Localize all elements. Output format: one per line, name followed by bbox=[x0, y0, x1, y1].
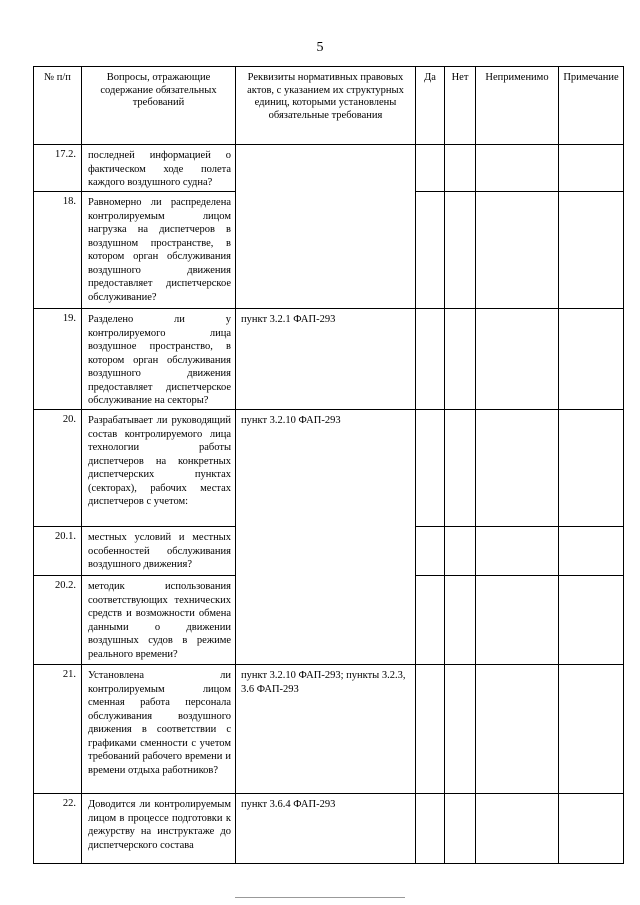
answer-no-cell[interactable] bbox=[445, 794, 476, 864]
row-question: местных условий и местных особенностей обслуживания воздушного движения? bbox=[82, 527, 236, 576]
note-cell[interactable] bbox=[559, 576, 624, 665]
table-row bbox=[34, 309, 624, 410]
row-number: 20.1. bbox=[34, 527, 82, 576]
answer-na-cell[interactable] bbox=[476, 794, 559, 864]
row-question: Разделено ли у контролируемого лица воздушное пространство, в котором орган обслуживания воздушного движения предоставляет диспетчерское обслуживание на секторы? bbox=[82, 309, 236, 410]
row-reference bbox=[236, 145, 416, 309]
row-question: последней информацией о фактическом ходе полета каждого воздушного судна? bbox=[82, 145, 236, 192]
answer-no-cell[interactable] bbox=[445, 309, 476, 410]
row-question: методик использования соответствующих технических средств и возможности обмена данными о движении воздушных судов в режиме реального времени? bbox=[82, 576, 236, 665]
answer-yes-cell[interactable] bbox=[416, 309, 445, 410]
header-requisites: Реквизиты нормативных правовых актов, с указанием их структурных единиц, которыми установлены обязательные требования bbox=[236, 67, 416, 145]
answer-na-cell[interactable] bbox=[476, 665, 559, 794]
row-number: 21. bbox=[34, 665, 82, 794]
answer-no-cell[interactable] bbox=[445, 665, 476, 794]
row-number: 20. bbox=[34, 410, 82, 527]
answer-na-cell[interactable] bbox=[476, 145, 559, 192]
row-number: 19. bbox=[34, 309, 82, 410]
answer-na-cell[interactable] bbox=[476, 576, 559, 665]
row-reference: пункт 3.2.10 ФАП-293; пункты 3.2.3, 3.6 ФАП-293 bbox=[236, 665, 416, 794]
answer-no-cell[interactable] bbox=[445, 410, 476, 527]
page-bottom-rule bbox=[235, 897, 405, 898]
answer-yes-cell[interactable] bbox=[416, 192, 445, 309]
row-reference: пункт 3.2.10 ФАП-293 bbox=[236, 410, 416, 665]
note-cell[interactable] bbox=[559, 794, 624, 864]
note-cell[interactable] bbox=[559, 665, 624, 794]
table-header-row bbox=[34, 67, 624, 145]
answer-no-cell[interactable] bbox=[445, 145, 476, 192]
row-question: Установлена ли контролируемым лицом сменная работа персонала обслуживания воздушного движения в соответствии с графиками сменности с учетом требований рабочего времени и времени отдыха работников? bbox=[82, 665, 236, 794]
table-row bbox=[34, 794, 624, 864]
row-number: 22. bbox=[34, 794, 82, 864]
table-row bbox=[34, 410, 624, 527]
answer-na-cell[interactable] bbox=[476, 192, 559, 309]
answer-yes-cell[interactable] bbox=[416, 410, 445, 527]
answer-yes-cell[interactable] bbox=[416, 665, 445, 794]
answer-na-cell[interactable] bbox=[476, 309, 559, 410]
answer-no-cell[interactable] bbox=[445, 527, 476, 576]
row-number: 17.2. bbox=[34, 145, 82, 192]
row-question: Разрабатывает ли руководящий состав контролируемого лица технологии работы диспетчеров на конкретных диспетчерских пунктах (секторах), рабочих местах диспетчеров с учетом: bbox=[82, 410, 236, 527]
table-row bbox=[34, 145, 624, 192]
row-question: Равномерно ли распределена контролируемым лицом нагрузка на диспетчеров в воздушном пространстве, в котором орган обслуживания воздушного движения предоставляет диспетчерское обслуживание? bbox=[82, 192, 236, 309]
row-reference: пункт 3.2.1 ФАП-293 bbox=[236, 309, 416, 410]
note-cell[interactable] bbox=[559, 309, 624, 410]
answer-yes-cell[interactable] bbox=[416, 527, 445, 576]
note-cell[interactable] bbox=[559, 410, 624, 527]
row-number: 18. bbox=[34, 192, 82, 309]
row-question: Доводится ли контролируемым лицом в процессе подготовки к дежурству на инструктаже до диспетчерского состава bbox=[82, 794, 236, 864]
note-cell[interactable] bbox=[559, 527, 624, 576]
header-note: Примечание bbox=[559, 67, 624, 145]
answer-no-cell[interactable] bbox=[445, 192, 476, 309]
note-cell[interactable] bbox=[559, 145, 624, 192]
answer-yes-cell[interactable] bbox=[416, 145, 445, 192]
header-questions: Вопросы, отражающие содержание обязательных требований bbox=[82, 67, 236, 145]
note-cell[interactable] bbox=[559, 192, 624, 309]
answer-yes-cell[interactable] bbox=[416, 794, 445, 864]
answer-no-cell[interactable] bbox=[445, 576, 476, 665]
answer-yes-cell[interactable] bbox=[416, 576, 445, 665]
answer-na-cell[interactable] bbox=[476, 410, 559, 527]
row-reference: пункт 3.6.4 ФАП-293 bbox=[236, 794, 416, 864]
row-number: 20.2. bbox=[34, 576, 82, 665]
header-no: Нет bbox=[445, 67, 476, 145]
table-row bbox=[34, 665, 624, 794]
page-number: 5 bbox=[316, 40, 324, 55]
header-not-applicable: Неприменимо bbox=[476, 67, 559, 145]
requirements-table bbox=[33, 66, 624, 864]
header-num: № п/п bbox=[34, 67, 82, 145]
answer-na-cell[interactable] bbox=[476, 527, 559, 576]
header-yes: Да bbox=[416, 67, 445, 145]
